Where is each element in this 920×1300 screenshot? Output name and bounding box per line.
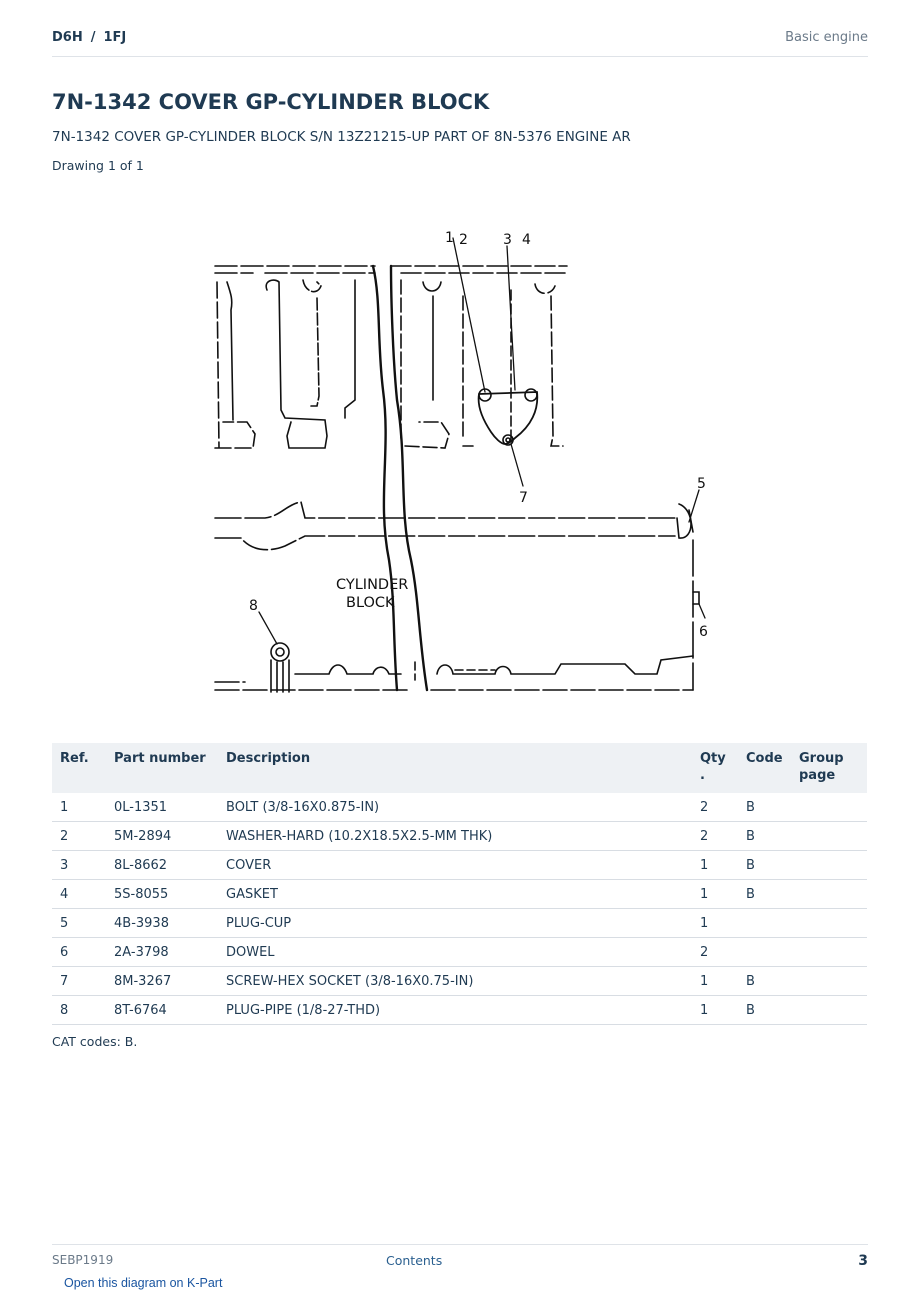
cell-group-page bbox=[791, 996, 867, 1025]
cell-qty: 1 bbox=[692, 967, 738, 996]
cell-ref: 2 bbox=[52, 822, 106, 851]
callout-4: 4 bbox=[522, 232, 531, 248]
block-bottom-rail bbox=[215, 682, 693, 690]
block-top-rail-right bbox=[391, 266, 567, 273]
model-label: D6H bbox=[52, 30, 83, 45]
cell-ref: 1 bbox=[52, 793, 106, 822]
leader-6 bbox=[699, 604, 705, 618]
cell-group-page bbox=[791, 880, 867, 909]
parts-table bbox=[52, 743, 867, 1025]
header-description: Description bbox=[218, 743, 692, 793]
cell-description: SCREW-HEX SOCKET (3/8-16X0.75-IN) bbox=[218, 967, 692, 996]
cell-code: B bbox=[738, 793, 791, 822]
pipe-plug-ring bbox=[271, 643, 289, 661]
socket-screw-center bbox=[506, 438, 510, 442]
cell-part-number: 5M-2894 bbox=[106, 822, 218, 851]
header-qty bbox=[692, 743, 738, 793]
leader-8 bbox=[259, 612, 277, 644]
cell-code: B bbox=[738, 880, 791, 909]
table-row bbox=[52, 909, 867, 938]
table-row bbox=[52, 793, 867, 822]
table-row bbox=[52, 851, 867, 880]
bore-left-outline bbox=[215, 282, 255, 448]
cell-code: B bbox=[738, 822, 791, 851]
page-header bbox=[52, 28, 868, 57]
bore-right-wall bbox=[423, 282, 441, 400]
header-group-page: Group page bbox=[791, 743, 867, 793]
cell-code bbox=[738, 909, 791, 938]
cell-ref: 4 bbox=[52, 880, 106, 909]
header-code: Code bbox=[738, 743, 791, 793]
cell-part-number: 0L-1351 bbox=[106, 793, 218, 822]
cell-description: BOLT (3/8-16X0.875-IN) bbox=[218, 793, 692, 822]
leader-5 bbox=[689, 490, 699, 522]
page-subtitle: 7N-1342 COVER GP-CYLINDER BLOCK S/N 13Z21215-UP PART OF 8N-5376 ENGINE AR bbox=[52, 129, 631, 145]
cell-description: PLUG-PIPE (1/8-27-THD) bbox=[218, 996, 692, 1025]
header-qty-label: Qty bbox=[700, 751, 726, 766]
callout-1: 1 bbox=[445, 230, 454, 246]
cell-description: GASKET bbox=[218, 880, 692, 909]
table-row bbox=[52, 880, 867, 909]
cell-qty: 1 bbox=[692, 851, 738, 880]
cell-group-page bbox=[791, 793, 867, 822]
page-number: 3 bbox=[858, 1253, 868, 1269]
callout-2: 2 bbox=[459, 232, 468, 248]
bore-divider-left bbox=[345, 280, 355, 418]
bore-right-outline bbox=[401, 280, 449, 448]
cell-description: COVER bbox=[218, 851, 692, 880]
cell-description: WASHER-HARD (10.2X18.5X2.5-MM THK) bbox=[218, 822, 692, 851]
cell-part-number: 4B-3938 bbox=[106, 909, 218, 938]
bore-right-divider bbox=[463, 296, 473, 446]
table-row bbox=[52, 938, 867, 967]
table-row bbox=[52, 967, 867, 996]
bottom-details bbox=[415, 662, 495, 680]
cell-part-number: 8T-6764 bbox=[106, 996, 218, 1025]
cell-group-page bbox=[791, 967, 867, 996]
header-part-number: Part number bbox=[106, 743, 218, 793]
serial-prefix-label: 1FJ bbox=[103, 30, 127, 45]
bore-center-left-inner bbox=[303, 280, 321, 406]
cell-group-page bbox=[791, 938, 867, 967]
cell-part-number: 8L-8662 bbox=[106, 851, 218, 880]
cell-group-page bbox=[791, 822, 867, 851]
cell-ref: 8 bbox=[52, 996, 106, 1025]
pipe-plug-boss bbox=[271, 660, 289, 692]
header-qty-dot: . bbox=[700, 768, 705, 783]
cell-description: PLUG-CUP bbox=[218, 909, 692, 938]
block-top-rail-left bbox=[215, 266, 375, 273]
cell-ref: 3 bbox=[52, 851, 106, 880]
bore-far-right bbox=[535, 284, 563, 446]
page-footer bbox=[52, 1244, 868, 1275]
pipe-plug-center bbox=[276, 648, 284, 656]
break-line-right bbox=[391, 266, 427, 690]
cell-qty: 1 bbox=[692, 909, 738, 938]
cell-code: B bbox=[738, 967, 791, 996]
cell-code: B bbox=[738, 996, 791, 1025]
callout-3: 3 bbox=[503, 232, 512, 248]
callout-5: 5 bbox=[697, 476, 706, 492]
cylinder-block-label-1: CYLINDER bbox=[336, 577, 409, 593]
contents-link[interactable]: Contents bbox=[386, 1253, 443, 1268]
drawing-counter: Drawing 1 of 1 bbox=[52, 158, 144, 173]
cell-qty: 2 bbox=[692, 938, 738, 967]
cylinder-block-label-2: BLOCK bbox=[346, 595, 395, 611]
bore-left-wall bbox=[227, 282, 233, 420]
cell-description: DOWEL bbox=[218, 938, 692, 967]
header-ref: Ref. bbox=[52, 743, 106, 793]
callout-6: 6 bbox=[699, 624, 708, 640]
cell-qty: 2 bbox=[692, 793, 738, 822]
cell-ref: 6 bbox=[52, 938, 106, 967]
bolt-head-right bbox=[525, 389, 537, 401]
document-id: SEBP1919 bbox=[52, 1253, 114, 1267]
cell-qty: 2 bbox=[692, 822, 738, 851]
callout-7: 7 bbox=[519, 490, 528, 506]
callout-8: 8 bbox=[249, 598, 258, 614]
table-header-row bbox=[52, 743, 867, 793]
cell-part-number: 8M-3267 bbox=[106, 967, 218, 996]
cell-group-page bbox=[791, 851, 867, 880]
cell-ref: 7 bbox=[52, 967, 106, 996]
leader-1-2 bbox=[453, 238, 485, 392]
cell-code bbox=[738, 938, 791, 967]
cell-qty: 1 bbox=[692, 880, 738, 909]
section-label: Basic engine bbox=[785, 30, 868, 45]
parts-diagram bbox=[205, 200, 725, 705]
cell-part-number: 5S-8055 bbox=[106, 880, 218, 909]
bottom-bosses-left bbox=[295, 665, 401, 674]
breadcrumb bbox=[52, 30, 126, 45]
open-in-kpart-link[interactable]: Open this diagram on K-Part bbox=[64, 1276, 223, 1290]
cell-part-number: 2A-3798 bbox=[106, 938, 218, 967]
cat-codes-note: CAT codes: B. bbox=[52, 1034, 138, 1049]
bottom-bosses-right bbox=[437, 656, 693, 674]
gallery-bottom bbox=[215, 536, 675, 550]
cell-code: B bbox=[738, 851, 791, 880]
leader-7 bbox=[511, 444, 523, 486]
gallery-top bbox=[215, 502, 675, 518]
table-row bbox=[52, 996, 867, 1025]
page-title: 7N-1342 COVER GP-CYLINDER BLOCK bbox=[52, 90, 490, 114]
cell-ref: 5 bbox=[52, 909, 106, 938]
dowel bbox=[693, 592, 699, 604]
breadcrumb-separator: / bbox=[90, 30, 96, 45]
table-row bbox=[52, 822, 867, 851]
cell-group-page bbox=[791, 909, 867, 938]
cell-qty: 1 bbox=[692, 996, 738, 1025]
